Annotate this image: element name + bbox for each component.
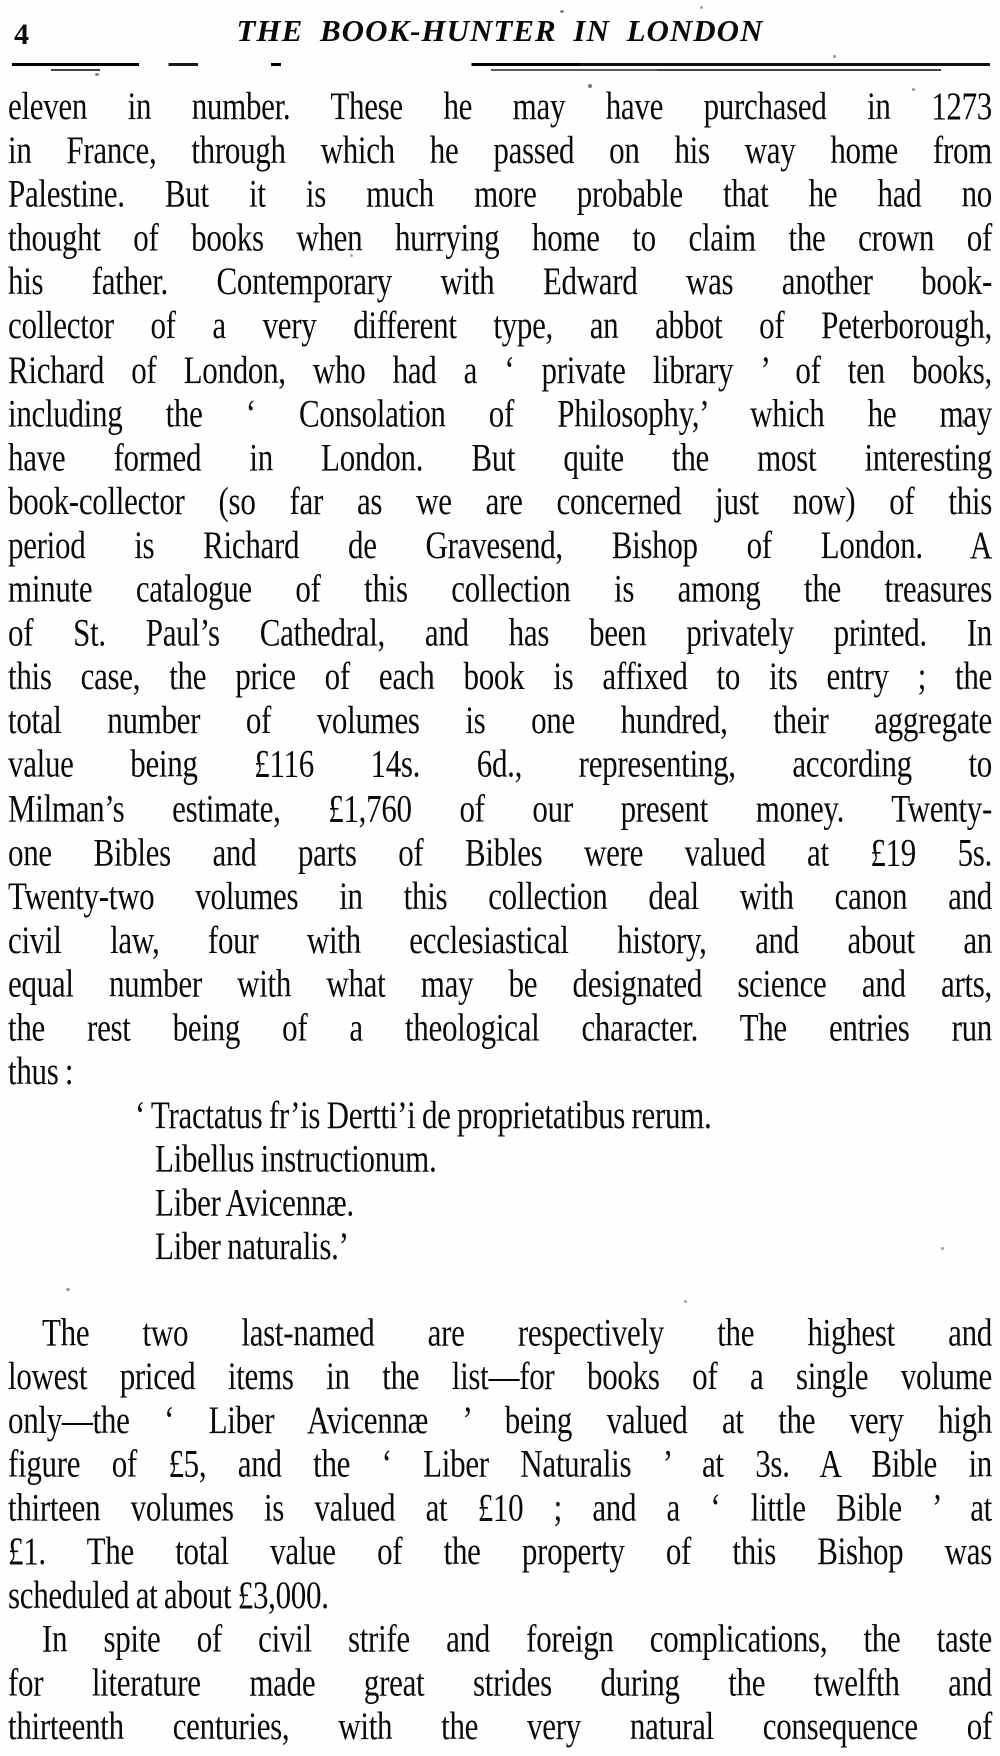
text-line: total number of volumes is one hundred, their aggregate <box>8 698 992 742</box>
text-line: thus : <box>8 1049 74 1093</box>
text-line: Richard of London, who had a ‘ private library ’ of ten books, <box>8 347 992 391</box>
header-rule-bottom <box>12 69 990 71</box>
text-line: thirteenth centuries, with the very natural consequence of <box>8 1704 992 1749</box>
text-line: one Bibles and parts of Bibles were valued at £19 5s. <box>8 829 992 874</box>
text-line: only—the ‘ Liber Avicennæ ’ being valued at the very high <box>8 1397 992 1442</box>
text-line: equal number with what may be designated science and arts, <box>8 961 992 1006</box>
text-line: of St. Paul’s Cathedral, and has been privately printed. In <box>8 610 992 655</box>
text-line: lowest priced items in the list—for books of a single volume <box>8 1353 992 1398</box>
text-line: collector of a very different type, an abbot of Peterborough, <box>8 303 992 348</box>
text-line: value being £116 14s. 6d., representing, according to <box>8 742 992 786</box>
text-line: In spite of civil strife and foreign complications, the taste <box>42 1616 992 1661</box>
scan-speck <box>95 73 99 76</box>
page-number: 4 <box>14 18 29 51</box>
text-line: figure of £5, and the ‘ Liber Naturalis ’ at 3s. A Bible in <box>8 1441 992 1486</box>
header-rule <box>12 63 990 73</box>
text-line: thirteen volumes is valued at £10 ; and a ‘ little Bible ’ at <box>8 1485 992 1529</box>
scan-speck <box>833 55 836 58</box>
list-item: ‘ Tractatus fr’is Dertti’i de proprietatibus rerum. <box>135 1092 712 1137</box>
text-line: the rest being of a theological character. The entries run <box>8 1005 992 1049</box>
text-line: thought of books when hurrying home to claim the crown of <box>8 215 992 260</box>
page-body <box>8 84 992 1748</box>
list-item: Liber Avicennæ. <box>155 1180 354 1225</box>
header-rule-top <box>12 63 990 66</box>
catalogue-entries-list <box>8 1093 992 1268</box>
paragraph-1 <box>8 84 992 1093</box>
text-line: his father. Contemporary with Edward was another book- <box>8 259 992 304</box>
text-line: Milman’s estimate, £1,760 of our present money. Twenty- <box>8 785 992 830</box>
text-line: this case, the price of each book is affixed to its entry ; the <box>8 654 992 699</box>
text-line: minute catalogue of this collection is among the treasures <box>8 566 992 611</box>
paragraph-2 <box>8 1310 992 1617</box>
scan-speck <box>560 10 564 13</box>
text-line: period is Richard de Gravesend, Bishop of London. A <box>8 522 992 567</box>
paragraph-3 <box>8 1617 992 1749</box>
text-line: have formed in London. But quite the most interesting <box>8 434 992 479</box>
text-line: scheduled at about £3,000. <box>8 1572 329 1617</box>
running-title: THE BOOK-HUNTER IN LONDON <box>236 13 764 48</box>
text-line: including the ‘ Consolation of Philosophy,’ which he may <box>8 391 992 435</box>
list-item: Libellus instructionum. <box>155 1136 437 1181</box>
scan-speck <box>700 6 703 9</box>
text-line: Palestine. But it is much more probable that he had no <box>8 171 992 216</box>
text-line: in France, through which he passed on his way home from <box>8 127 992 172</box>
text-line: civil law, four with ecclesiastical history, and about an <box>8 917 992 962</box>
list-item: Liber naturalis.’ <box>155 1224 349 1269</box>
text-line: book-collector (so far as we are concerned just now) of this <box>8 478 992 523</box>
text-line: £1. The total value of the property of this Bishop was <box>8 1529 992 1573</box>
text-line: The two last-named are respectively the highest and <box>42 1309 992 1354</box>
text-line: eleven in number. These he may have purchased in 1273 <box>8 84 992 128</box>
text-line: Twenty-two volumes in this collection deal with canon and <box>8 873 992 918</box>
text-line: for literature made great strides during the twelfth and <box>8 1660 992 1705</box>
